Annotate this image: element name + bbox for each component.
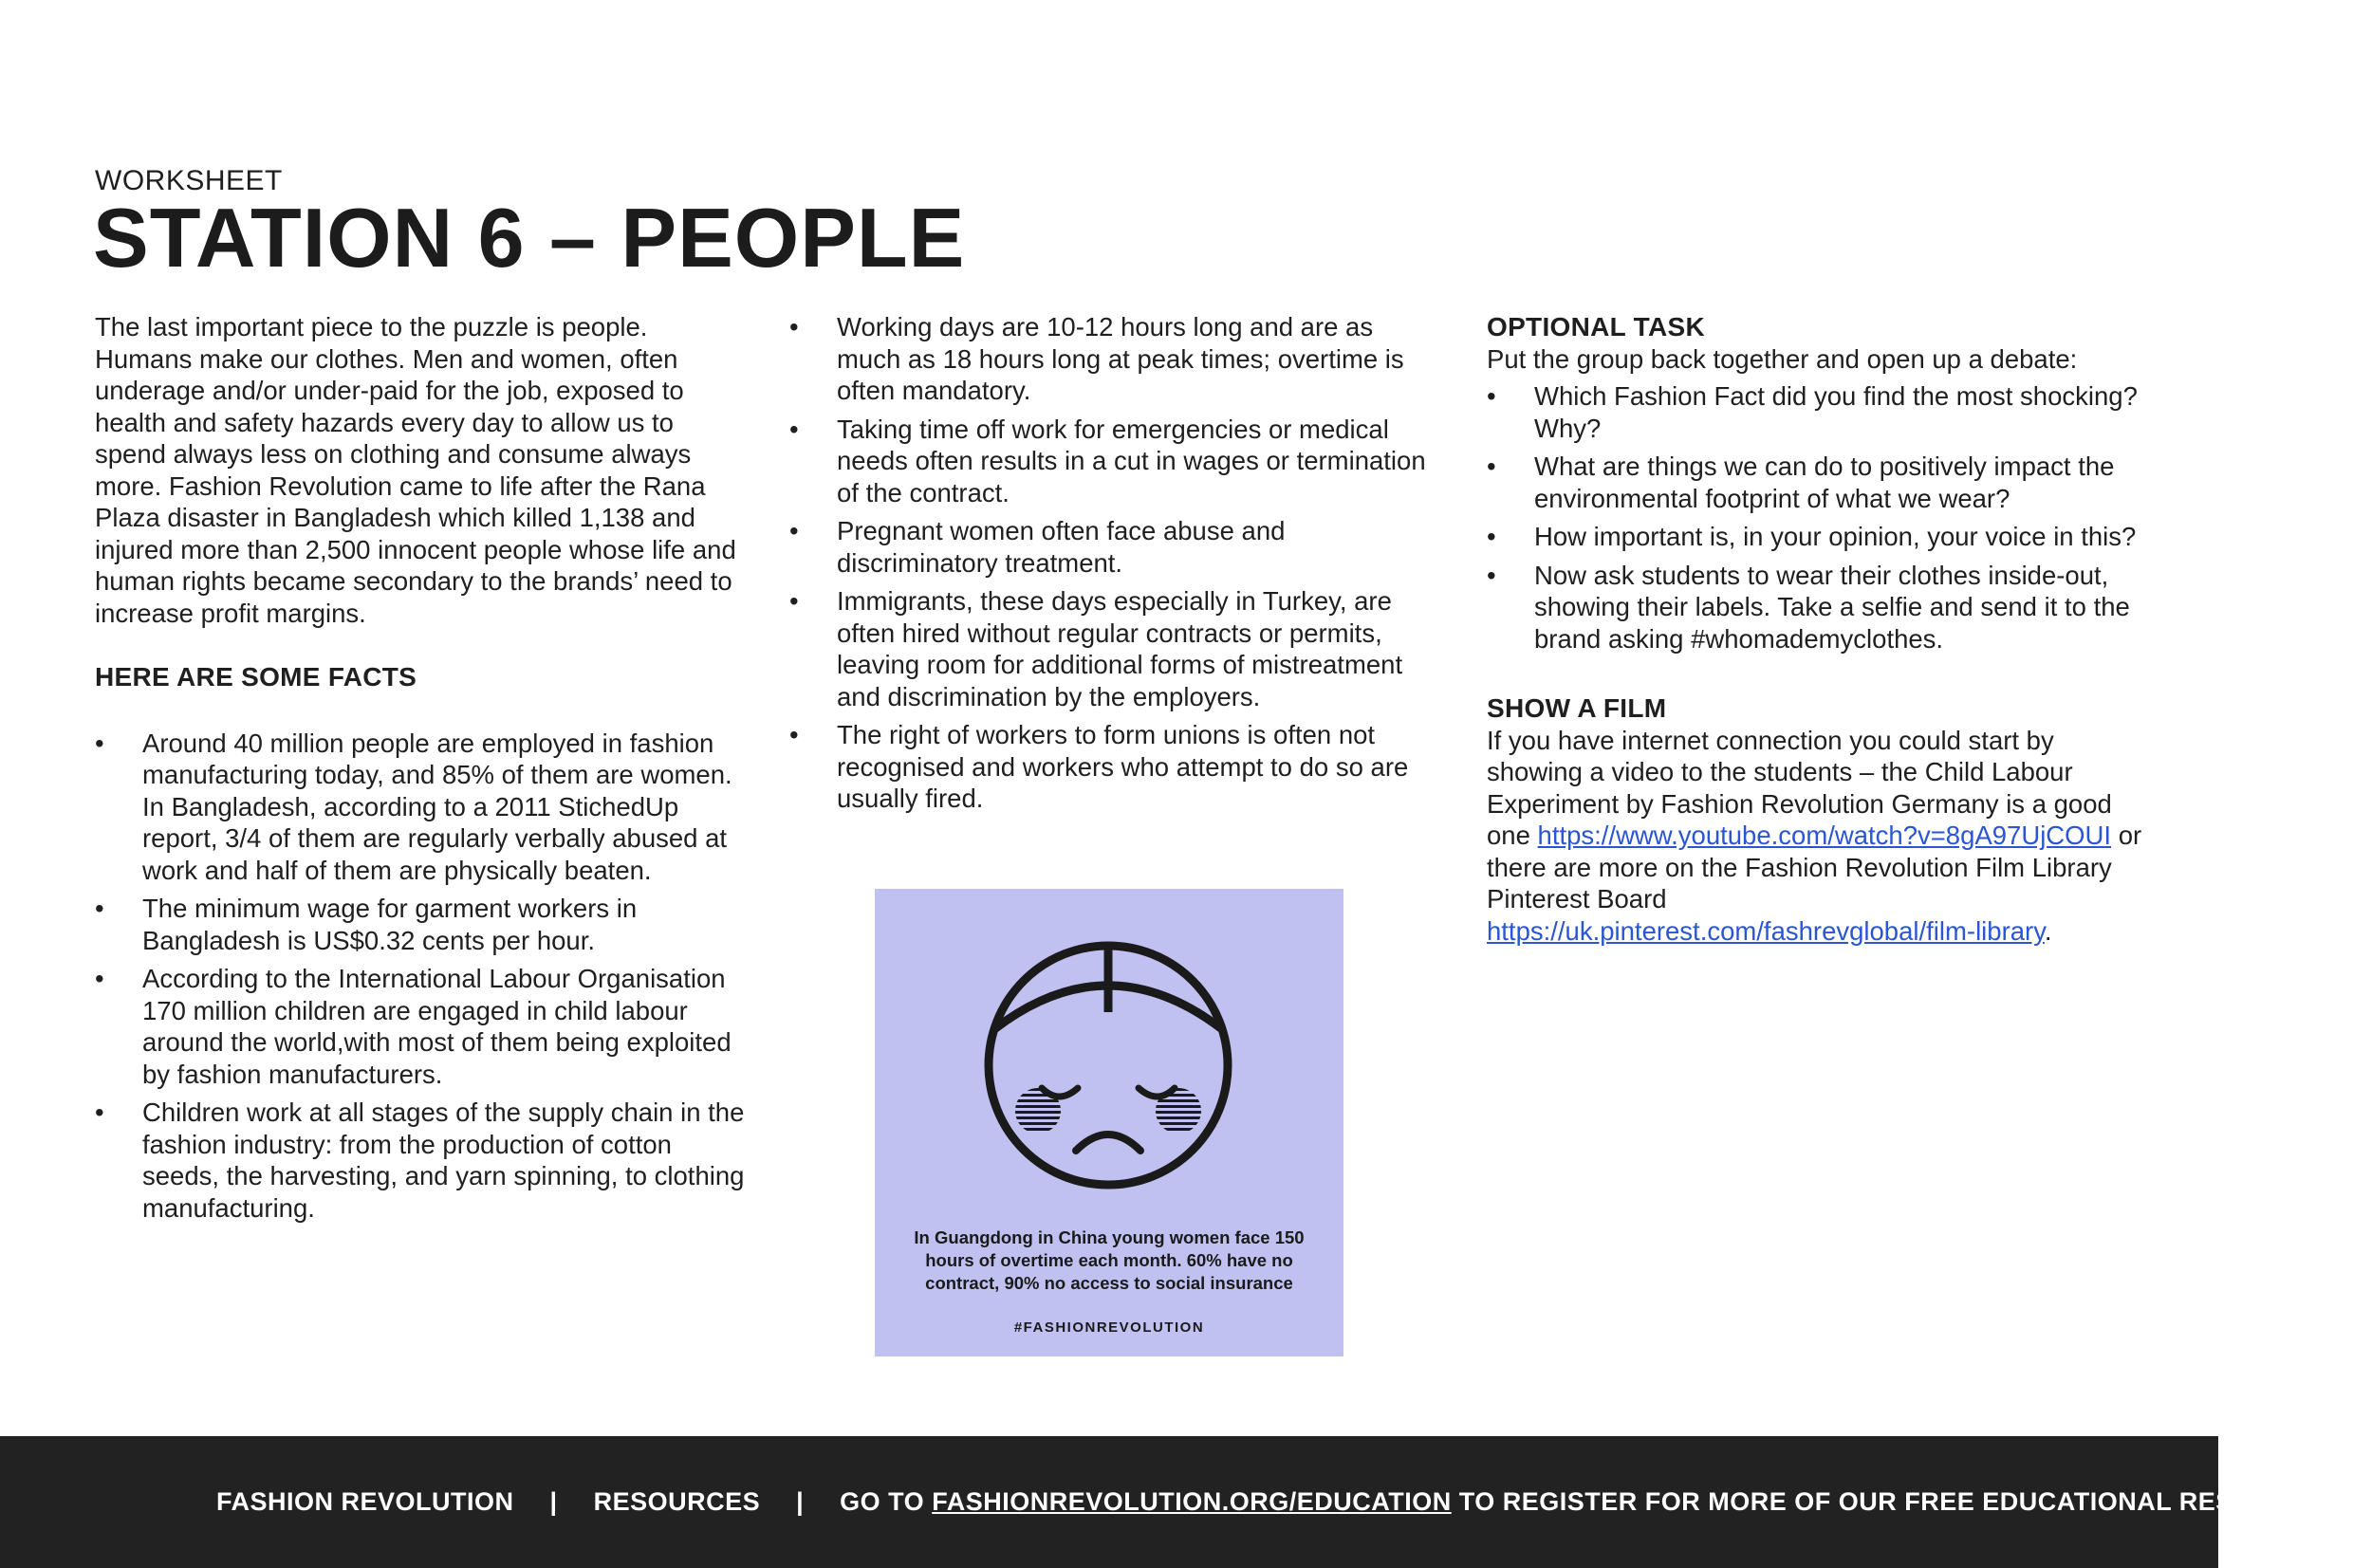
footer-go-to: GO TO [840, 1487, 933, 1516]
debate-question: • Which Fashion Fact did you find the most shocking? Why? [1487, 380, 2151, 444]
tasks-column [1487, 311, 2151, 947]
youtube-link[interactable]: https://www.youtube.com/watch?v=8gA97UjCOUI [1537, 821, 2112, 850]
fact-item: • Working days are 10-12 hours long and are as much as 18 hours long at peak times; overtime is often mandatory. [789, 311, 1435, 407]
facts-column-continued [789, 311, 1435, 821]
film-text: or there are more on the Fashion Revolution Film Library Pinterest Board [1487, 821, 2142, 913]
footer-line [216, 1487, 2353, 1517]
right-eye [1139, 1088, 1175, 1097]
optional-task-intro: Put the group back together and open up a debate: [1487, 343, 2078, 374]
intro-column [95, 311, 750, 1230]
footer-suffix: TO REGISTER FOR MORE OF OUR FREE EDUCATIONAL RESOURCES. [1451, 1487, 2353, 1516]
intro-paragraph: The last important piece to the puzzle is people. Humans make our clothes. Men and women, often underage and/or under-paid for the job, exposed to health and safety hazards every day to allow us to spend always less on clothing and consume always more. Fashion Revolution came to life after the Rana Plaza disaster in Bangladesh which killed 1,138 and injured more than 2,500 innocent people whose life and human rights became secondary to the brands’ need to increase profit margins. [95, 312, 736, 628]
footer-separator: | [549, 1487, 558, 1516]
footer-education-link[interactable]: FASHIONREVOLUTION.ORG/EDUCATION [932, 1487, 1452, 1516]
show-film-heading: SHOW A FILM [1487, 693, 1667, 723]
frown-mouth [1076, 1134, 1140, 1151]
fact-item: • Around 40 million people are employed in fashion manufacturing today, and 85% of them are women. In Bangladesh, according to a 2011 StichedUp report, 3/4 of them are regularly verbally abused at work and half of them are physically beaten. [95, 728, 750, 887]
left-eye [1042, 1088, 1078, 1097]
fact-item: • According to the International Labour Organisation 170 million children are engaged in child labour around the world,with most of them being exploited by fashion manufacturers. [95, 963, 750, 1090]
facts-heading: HERE ARE SOME FACTS [95, 662, 417, 692]
fact-item: • Immigrants, these days especially in Turkey, are often hired without regular contracts or permits, leaving room for additional forms of mistreatment and discrimination by the employers. [789, 585, 1435, 712]
facts-list-continued [789, 311, 1435, 815]
pinterest-link[interactable]: https://uk.pinterest.com/fashrevglobal/film-library [1487, 915, 2045, 946]
fact-item: • The right of workers to form unions is often not recognised and workers who attempt to do so are usually fired. [789, 719, 1435, 815]
fact-item: • Pregnant women often face abuse and discriminatory treatment. [789, 515, 1435, 579]
page-title: STATION 6 – PEOPLE [93, 191, 966, 285]
poster-caption: In Guangdong in China young women face 150 hours of overtime each month. 60% have no contract, 90% no access to social insurance [914, 1227, 1305, 1293]
footer-section: RESOURCES [593, 1487, 761, 1516]
fact-item: • The minimum wage for garment workers in Bangladesh is US$0.32 cents per hour. [95, 893, 750, 956]
debate-questions-list [1487, 380, 2151, 655]
debate-question: • Now ask students to wear their clothes inside-out, showing their labels. Take a selfie and send it to the brand asking #whomademyclothes. [1487, 560, 2151, 655]
footer-separator: | [796, 1487, 805, 1516]
debate-question: • How important is, in your opinion, your voice in this? [1487, 521, 2151, 553]
film-text: . [2044, 915, 2052, 946]
worksheet-label: WORKSHEET [95, 165, 283, 196]
fact-item: • Children work at all stages of the supply chain in the fashion industry: from the production of cotton seeds, the harvesting, and yarn spinning, to clothing manufacturing. [95, 1097, 750, 1224]
poster-hashtag: #FASHIONREVOLUTION [1013, 1319, 1205, 1336]
debate-question: • What are things we can do to positively impact the environmental footprint of what we wear? [1487, 451, 2151, 514]
film-text: If you have internet connection you could start by showing a video to the students – the Child Labour Experiment by Fashion Revolution Germany is a good one [1487, 725, 2112, 850]
optional-task-heading: OPTIONAL TASK [1487, 312, 1705, 341]
facts-list [95, 728, 750, 1225]
footer-brand: FASHION REVOLUTION [216, 1487, 514, 1516]
fact-item: • Taking time off work for emergencies or medical needs often results in a cut in wages or termination of the contract. [789, 414, 1435, 509]
footer-bar [0, 1436, 2353, 1568]
show-film-paragraph [1487, 725, 2151, 948]
fact-poster [875, 889, 1343, 1356]
